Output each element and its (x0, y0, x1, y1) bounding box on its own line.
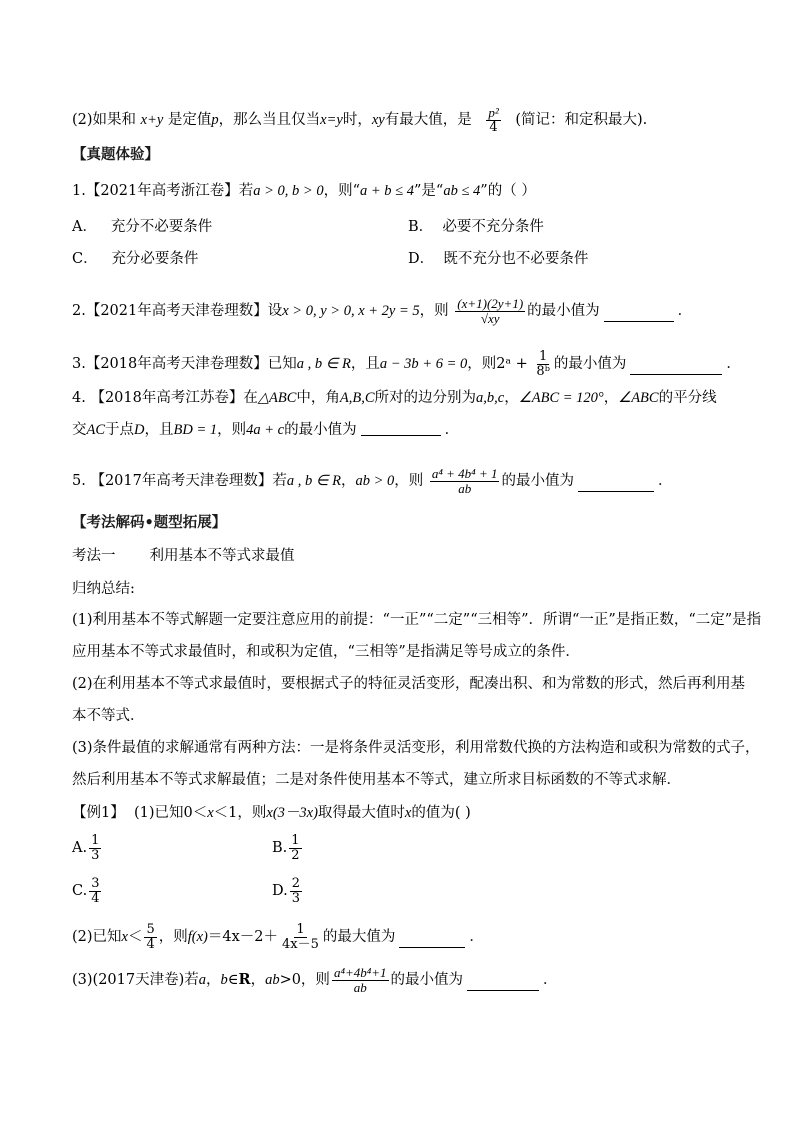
intro-text: 时， (342, 112, 372, 129)
ex1-option-b: B. $\frac{1}{2}$ (272, 833, 300, 863)
question-2: 2.【2021年高考天津卷理数】设x > 0, y > 0, x + 2y = 5，则 $\frac{(x+1)(2y+1)}{√xy}$ 的最小值为 ． (72, 296, 693, 326)
question-4-line-2: 交AC于点D，且BD = 1，则4a + c的最小值为 ． (72, 422, 460, 438)
summary-line: (1)利用基本不等式解题一定要注意应用的前提：“一正”“二定”“三相等”．所谓“一正”是指正数，“二定”是指 (72, 612, 762, 628)
q5-fraction: $\frac{\text{a⁴ + 4b⁴ + 1}}{ab}$ (431, 466, 498, 496)
answer-blank[interactable] (361, 435, 441, 436)
q3-fraction: $\frac{1}{\text{8ᵇ}}$ (536, 349, 550, 379)
section-title-kaofa: 【考法解码•题型拓展】 (72, 514, 227, 531)
summary-line: (3)条件最值的求解通常有两种方法：一是将条件灵活变形，利用常数代换的方法构造和或积为常数的式子， (72, 740, 760, 756)
intro-text: ，那么当且仅当 (218, 112, 321, 129)
summary-title: 归纳总结: (72, 581, 135, 597)
q1-option-b: B． 必要不充分条件 (408, 219, 544, 235)
example-1: 【例1】 (1)已知0＜x＜1，则x(3－3x)取得最大值时x的值为( ) (72, 805, 471, 821)
question-1: 1.【2021年高考浙江卷】若a > 0, b > 0，则“a + b ≤ 4”是“ab ≤ 4”的（ ） (72, 183, 536, 199)
summary-line: 应用基本不等式求最值时，和或积为定值，“三相等”是指满足等号成立的条件． (72, 644, 580, 660)
answer-blank[interactable] (467, 990, 539, 991)
q1-option-c: C． 充分必要条件 (72, 251, 199, 267)
ex1-option-a: A. $\frac{1}{3}$ (72, 833, 100, 863)
intro-text: (2)如果和 (72, 112, 137, 129)
question-5: 5. 【2017年高考天津卷理数】若a , b ∈ R，ab > 0，则 $\frac{\text{a⁴ + 4b⁴ + 1}}{ab}$ 的最小值为 ． (72, 466, 673, 496)
intro-var: p (211, 112, 219, 129)
question-3: 3.【2018年高考天津卷理数】已知a , b ∈ R，且a − 3b + 6 = 0，则2ᵃ + $\frac{1}{\text{8ᵇ}}$ 的最小值为 ． (72, 349, 741, 379)
intro-var: xy (371, 112, 385, 129)
intro-line (72, 106, 647, 134)
answer-blank[interactable] (578, 491, 654, 492)
answer-blank[interactable] (604, 321, 674, 322)
summary-line: (2)在利用基本不等式求最值时，要根据式子的特征灵活变形，配凑出积、和为常数的形式，然后再利用基 (72, 676, 746, 692)
question-4-line-1: 4. 【2018年高考江苏卷】在△ABC中，角A,B,C所对的边分别为a,b,c，∠ABC = 120°，∠ABC的平分线 (72, 390, 717, 406)
intro-expr: x+y (140, 112, 164, 129)
summary-line: 本不等式． (72, 708, 145, 724)
intro-fraction: $\frac{\text{p²}}{4}$ (488, 105, 499, 135)
answer-blank[interactable] (399, 947, 465, 948)
q1-option-a: A． 充分不必要条件 (72, 219, 213, 235)
intro-text: (简记：和定积最大). (515, 112, 648, 129)
method-1-heading: 考法一 利用基本不等式求最值 (72, 548, 295, 564)
example-1-part-3: (3)(2017天津卷)若a，b∈R，ab>0，则 $\frac{\text{a⁴+4b⁴+1}}{ab}$ 的最小值为 ． (72, 965, 558, 995)
section-title-zhenti: 【真题体验】 (72, 146, 159, 163)
q1-option-d: D． 既不充分也不必要条件 (408, 251, 589, 267)
q2-fraction: $\frac{(x+1)(2y+1)}{√xy}$ (457, 296, 524, 326)
summary-line: 然后利用基本不等式求解最值；二是对条件使用基本不等式，建立所求目标函数的不等式求解． (72, 772, 681, 788)
ex1-option-d: D. $\frac{2}{3}$ (272, 876, 300, 906)
ex1-option-c: C. $\frac{3}{4}$ (72, 876, 100, 906)
intro-cond: x=y (320, 112, 343, 129)
example-1-part-2: (2)已知x＜ $\frac{5}{4}$ ，则f(x)＝4x－2＋ $\frac{1}{4x-5}$ 的最大值为 ． (72, 922, 484, 952)
intro-text: 有最大值，是 (384, 112, 472, 129)
intro-text: 是定值 (167, 112, 212, 129)
answer-blank[interactable] (630, 374, 722, 375)
